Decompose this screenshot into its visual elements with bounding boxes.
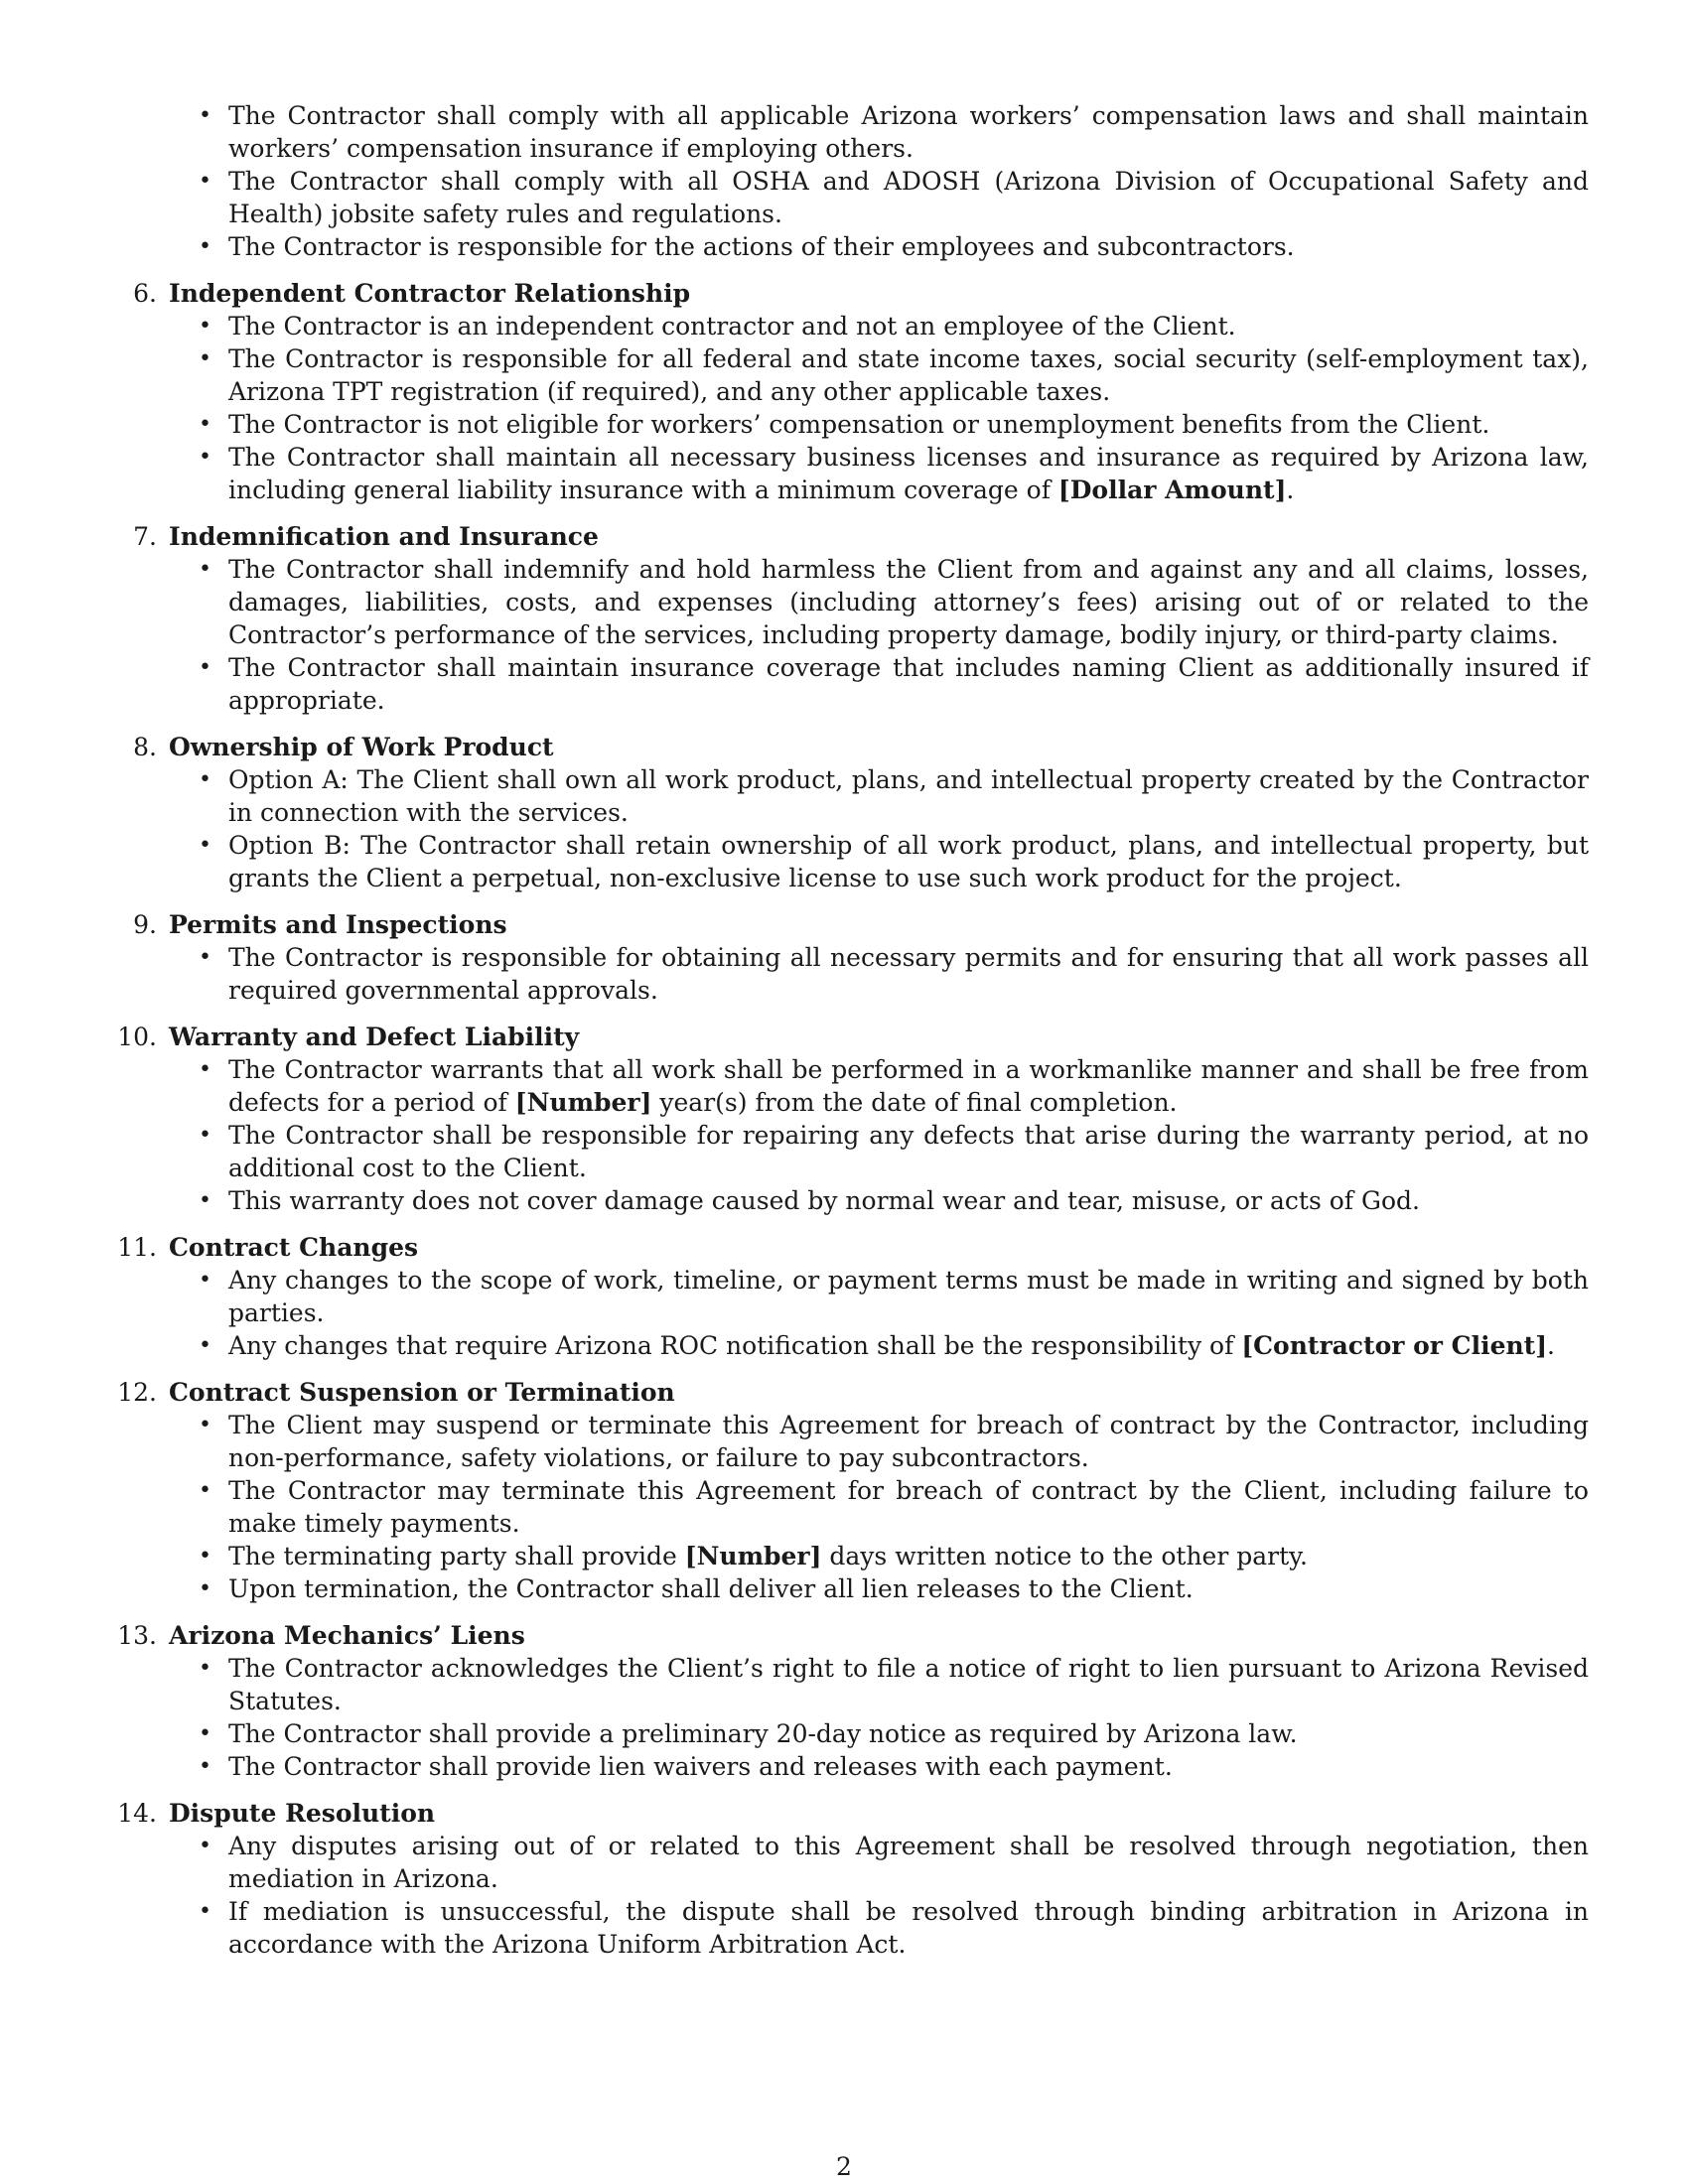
- list-item: [199, 1119, 1589, 1184]
- list-item: [199, 1474, 1589, 1540]
- item-text: The Contractor shall comply with all applicable Arizona workers’ compensation laws and shall maintain workers’ compensation insurance if employing others.: [228, 101, 1589, 163]
- section-14: [0, 1797, 1688, 1961]
- item-text: .: [1286, 476, 1295, 504]
- bullet-icon: •: [199, 103, 211, 128]
- list-item: [199, 651, 1589, 717]
- item-text: The Contractor shall maintain insurance coverage that includes naming Client as additionally insured if appropriate.: [228, 653, 1589, 715]
- list-item: [199, 310, 1589, 342]
- placeholder-text: [Dollar Amount]: [1057, 476, 1287, 504]
- list-item: [199, 763, 1589, 829]
- section-number: 10.: [117, 1023, 157, 1051]
- bullet-icon: •: [199, 1413, 211, 1437]
- section-9: [0, 908, 1688, 1007]
- list-item: [199, 1264, 1589, 1329]
- list-item: [199, 553, 1589, 651]
- list-item: [199, 1830, 1589, 1895]
- item-text: days written notice to the other party.: [821, 1542, 1308, 1570]
- section-heading: Contract Changes: [169, 1233, 419, 1262]
- section-number: 9.: [133, 910, 157, 939]
- item-text: The Contractor acknowledges the Client’s right to file a notice of right to lien pursuant to Arizona Revised Statutes.: [228, 1654, 1589, 1715]
- bullet-list: [0, 310, 1688, 506]
- list-item: [199, 408, 1589, 441]
- item-text: The Contractor shall provide a preliminary 20-day notice as required by Arizona law.: [228, 1719, 1298, 1748]
- list-item: [199, 829, 1589, 894]
- bullet-list: [0, 1652, 1688, 1783]
- section-7: [0, 520, 1688, 717]
- section-11: [0, 1231, 1688, 1362]
- bullet-icon: •: [199, 445, 211, 470]
- section-number: 12.: [117, 1378, 157, 1407]
- list-item: [199, 1572, 1589, 1605]
- item-text: Option A: The Client shall own all work product, plans, and intellectual property created by the Contractor in connection with the services.: [228, 765, 1589, 827]
- list-item: [199, 1750, 1589, 1783]
- bullet-icon: •: [199, 833, 211, 858]
- item-text: The Contractor shall maintain all necessary business licenses and insurance as required by Arizona law, including general liability insurance with a minimum coverage of: [228, 443, 1589, 504]
- section-number: 11.: [117, 1233, 157, 1262]
- section-number: 6.: [133, 279, 157, 308]
- bullet-list: [0, 1409, 1688, 1605]
- item-text: Any disputes arising out of or related to this Agreement shall be resolved through negotiation, then mediation in Arizona.: [228, 1832, 1589, 1893]
- bullet-icon: •: [199, 945, 211, 970]
- bullet-list: [0, 941, 1688, 1007]
- list-item: [199, 1053, 1589, 1119]
- list-item: [199, 1329, 1589, 1362]
- item-text: The Contractor is responsible for the actions of their employees and subcontractors.: [228, 232, 1295, 261]
- list-item: [199, 1717, 1589, 1750]
- list-item: [199, 1409, 1589, 1474]
- item-text: The Contractor is an independent contractor and not an employee of the Client.: [228, 312, 1236, 341]
- section-heading: Contract Suspension or Termination: [169, 1378, 675, 1407]
- item-text: Upon termination, the Contractor shall deliver all lien releases to the Client.: [228, 1574, 1194, 1603]
- section-heading: Arizona Mechanics’ Liens: [169, 1621, 525, 1650]
- section-number: 7.: [133, 522, 157, 551]
- page-number: 2: [836, 2152, 852, 2181]
- list-item: [199, 1652, 1589, 1717]
- bullet-icon: •: [199, 169, 211, 194]
- bullet-list: [0, 1264, 1688, 1362]
- bullet-icon: •: [199, 1057, 211, 1082]
- bullet-icon: •: [199, 1834, 211, 1858]
- list-item: [199, 941, 1589, 1007]
- bullet-icon: •: [199, 767, 211, 792]
- section-13: [0, 1619, 1688, 1783]
- item-text: year(s) from the date of final completion.: [651, 1088, 1178, 1117]
- section-12: [0, 1376, 1688, 1605]
- bullet-list: [0, 1053, 1688, 1217]
- section-heading: Dispute Resolution: [169, 1799, 436, 1828]
- bullet-icon: •: [199, 1268, 211, 1293]
- section-10: [0, 1021, 1688, 1217]
- section-number: 13.: [117, 1621, 157, 1650]
- item-text: The Contractor shall indemnify and hold harmless the Client from and against any and all claims, losses, damages, liabilities, costs, and expenses (including attorney’s fees) arising out of or related to the Contractor’s performance of the services, including property damage, bodily injury, or third-party claims.: [228, 555, 1589, 649]
- bullet-icon: •: [199, 1899, 211, 1924]
- item-text: The Contractor is responsible for all federal and state income taxes, social security (self-employment tax), Arizona TPT registration (if required), and any other applicable taxes.: [228, 344, 1589, 406]
- bullet-icon: •: [199, 346, 211, 371]
- bullet-icon: •: [199, 1478, 211, 1503]
- section-number: 14.: [117, 1799, 157, 1828]
- bullet-list: [0, 99, 1688, 263]
- bullet-list: [0, 553, 1688, 717]
- section-heading: Ownership of Work Product: [169, 733, 554, 761]
- list-item: [199, 99, 1589, 165]
- section-heading: Warranty and Defect Liability: [169, 1023, 580, 1051]
- bullet-list: [0, 1830, 1688, 1961]
- item-text: The Contractor is responsible for obtaining all necessary permits and for ensuring that all work passes all required governmental approvals.: [228, 943, 1589, 1005]
- bullet-icon: •: [199, 1333, 211, 1358]
- placeholder-text: [Number]: [514, 1088, 652, 1117]
- item-text: If mediation is unsuccessful, the dispute shall be resolved through binding arbitration in Arizona in accordance with the Arizona Uniform Arbitration Act.: [228, 1897, 1589, 1959]
- item-text: The Contractor shall provide lien waivers and releases with each payment.: [228, 1752, 1173, 1781]
- bullet-icon: •: [199, 557, 211, 582]
- item-text: Option B: The Contractor shall retain ownership of all work product, plans, and intellectual property, but grants the Client a perpetual, non-exclusive license to use such work product for the project.: [228, 831, 1589, 892]
- item-text: Any changes to the scope of work, timeline, or payment terms must be made in writing and signed by both parties.: [228, 1266, 1589, 1327]
- item-text: The Contractor shall be responsible for repairing any defects that arise during the warranty period, at no additional cost to the Client.: [228, 1121, 1589, 1182]
- item-text: The terminating party shall provide: [228, 1542, 685, 1570]
- bullet-icon: •: [199, 234, 211, 259]
- list-item: [199, 230, 1589, 263]
- section-number: 8.: [133, 733, 157, 761]
- item-text: The Contractor is not eligible for workers’ compensation or unemployment benefits from the Client.: [228, 410, 1490, 439]
- section-8: [0, 731, 1688, 894]
- section-heading: Indemnification and Insurance: [169, 522, 599, 551]
- bullet-list: [0, 763, 1688, 894]
- list-item: [199, 1540, 1589, 1572]
- bullet-icon: •: [199, 1576, 211, 1601]
- section-heading: Independent Contractor Relationship: [169, 279, 691, 308]
- item-text: The Contractor shall comply with all OSHA and ADOSH (Arizona Division of Occupational Safety and Health) jobsite safety rules and regulations.: [228, 167, 1589, 228]
- list-item: [199, 1184, 1589, 1217]
- bullet-icon: •: [199, 655, 211, 680]
- list-item: [199, 342, 1589, 408]
- item-text: Any changes that require Arizona ROC notification shall be the responsibility of: [228, 1331, 1242, 1360]
- bullet-icon: •: [199, 1123, 211, 1148]
- placeholder-text: [Number]: [684, 1542, 822, 1570]
- item-text: .: [1547, 1331, 1555, 1360]
- list-item: [199, 165, 1589, 230]
- placeholder-text: [Contractor or Client]: [1241, 1331, 1548, 1360]
- item-text: This warranty does not cover damage caused by normal wear and tear, misuse, or acts of God.: [228, 1186, 1420, 1215]
- section-heading: Permits and Inspections: [169, 910, 507, 939]
- list-item: [199, 1895, 1589, 1961]
- section-continuation: [0, 99, 1688, 263]
- bullet-icon: •: [199, 1188, 211, 1213]
- bullet-icon: •: [199, 1754, 211, 1779]
- list-item: [199, 441, 1589, 506]
- bullet-icon: •: [199, 1544, 211, 1569]
- item-text: The Client may suspend or terminate this Agreement for breach of contract by the Contractor, including non-performance, safety violations, or failure to pay subcontractors.: [228, 1411, 1589, 1472]
- section-6: [0, 277, 1688, 506]
- item-text: The Contractor may terminate this Agreement for breach of contract by the Client, including failure to make timely payments.: [228, 1476, 1589, 1538]
- bullet-icon: •: [199, 1656, 211, 1681]
- bullet-icon: •: [199, 1721, 211, 1746]
- bullet-icon: •: [199, 314, 211, 339]
- item-text: The Contractor warrants that all work shall be performed in a workmanlike manner and shall be free from defects for a period of: [228, 1055, 1589, 1117]
- bullet-icon: •: [199, 412, 211, 437]
